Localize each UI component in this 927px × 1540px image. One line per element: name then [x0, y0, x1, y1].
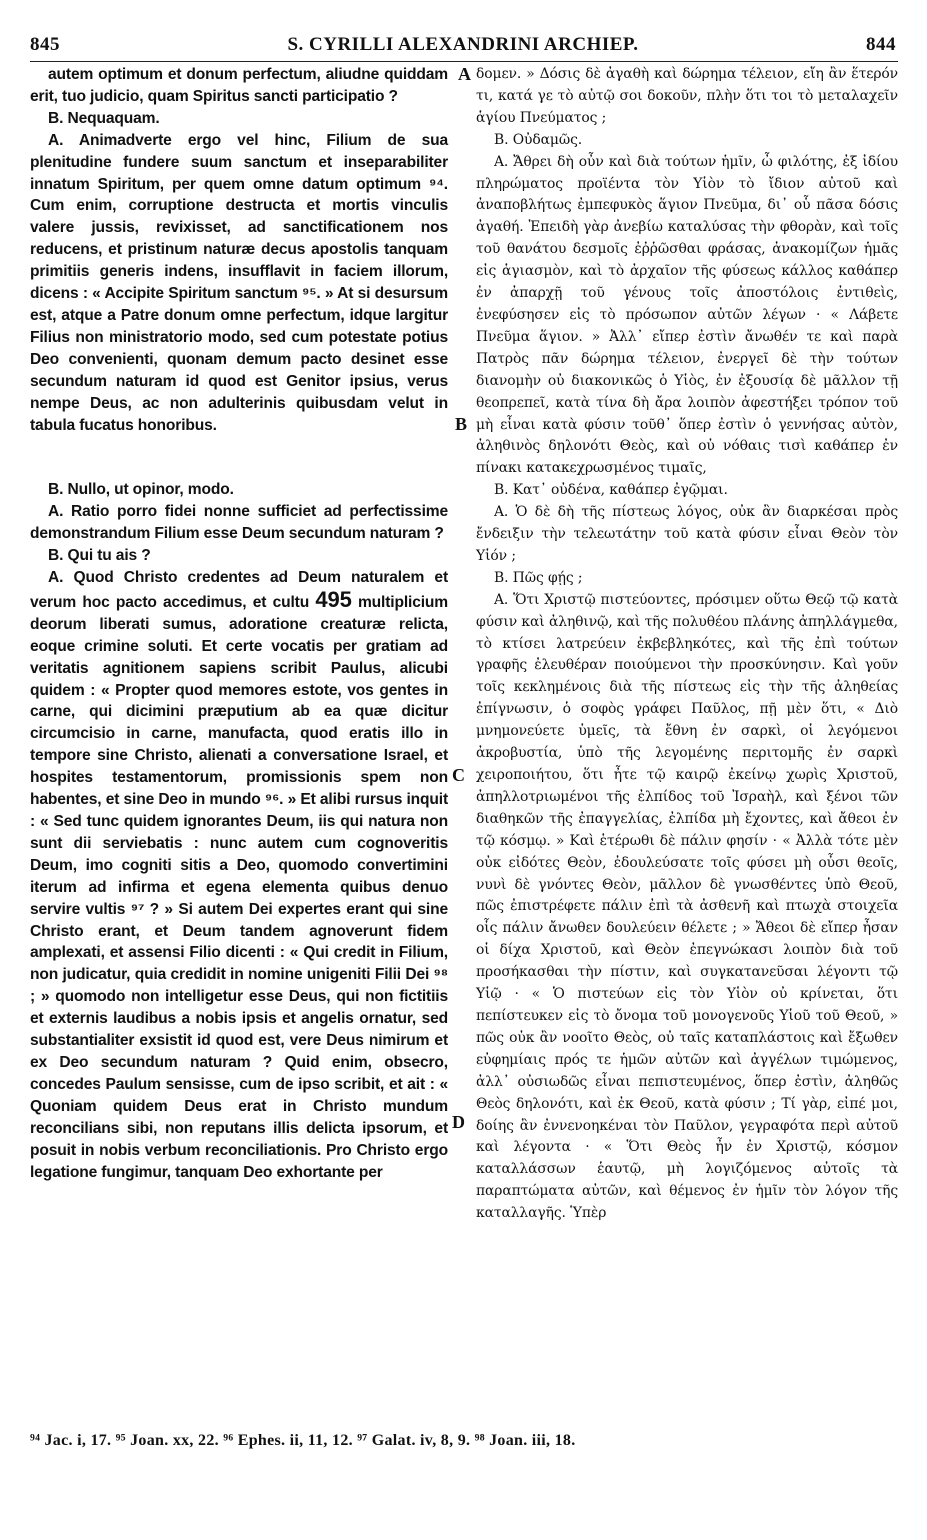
latin-column — [30, 64, 448, 1183]
greek-paragraph: Α. Ὁ δὲ δὴ τῆς πίστεως λόγος, οὐκ ἂν διαρκέσαι πρὸς ἔνδειξιν τὴν τελεωτάτην τοῦ κατὰ φύσιν εἶναι Θεὸν τὸν Υἱόν ; — [476, 504, 898, 564]
latin-paragraph: autem optimum et donum perfectum, aliudne quiddam erit, tuo judicio, quam Spiritus sancti participatio ? — [30, 66, 448, 105]
latin-paragraph: B. Nullo, ut opinor, modo. — [48, 481, 234, 499]
header-rule — [30, 61, 898, 62]
section-marker-a: A — [458, 64, 471, 84]
latin-text: multiplicium deorum liberati sumus, adoratione creaturæ relicta, eoque crimine soluti. Et certe vocatis per gratiam ad veritatis agnitionem sapiens scribit Paulus, alicubi quidem : « Propter quod memores estote, vos gentes in carne, qui dicimini præputium ab ea quæ dicitur circumcisio in carne, manufacta, quod eratis illo in tempore sine Christo, alienati a conversatione Israel, et hospites testamentorum, promissionis spem non habentes, et sine Deo in mundo ⁹⁶. » Et alibi rursus inquit : « Sed tunc quidem ignorantes Deum, iis qui natura non sunt dii serviebatis : nunc autem cum cognoveritis Deum, imo cogniti sitis a Deo, quomodo convertimini iterum ad infirma et egena elementa quibus denuo servire vultis ⁹⁷ ? » Si autem Dei expertes erant qui sine Christo erant, et Deum tandem agnoverunt fidem amplexati, et assensi Filio dicenti : « Qui credit in Filium, non judicatur, quia credidit in nomine unigeniti Filii Dei ⁹⁸ ; » quomodo non intelligetur esse Deus, qui non fictitiis et externis laudibus a nobis ipsis et angelis ornatur, sed substantialiter exsistit id quod est, vere Deus nimirum et ex Deo secundum naturam ? Quid enim, obsecro, concedes Paulum sensisse, cum de ipso scribit, et ait : « Quoniam quidem Deus erat in Christo mundum reconcilians sibi, non reputans illis delicta ipsorum, et posuit in nobis verbum reconciliationis. Pro Christo ergo legatione fungimur, tanquam Deo exhortante per — [30, 593, 449, 1181]
latin-paragraph: A. Ratio porro fidei nonne sufficiet ad perfectissime demonstrandum Filium esse Deum secundum naturam ? — [30, 503, 448, 543]
section-marker-b: B — [455, 414, 468, 434]
latin-paragraph: B. Nequaquam. — [48, 109, 160, 127]
section-marker-c: C — [452, 765, 465, 785]
page-number-right: 844 — [866, 34, 896, 55]
inline-page-number: 495 — [315, 586, 352, 612]
running-header — [30, 34, 896, 60]
latin-text: A. Quod Christo credentes ad Deum naturalem et verum hoc pacto accedimus, et cultu — [30, 569, 448, 611]
latin-paragraph: A. Animadverte ergo vel hinc, Filium de sua plenitudine fundere suum sanctum et inseparabiliter innatum Spiritum, per quem omne datum optimum ⁹⁴. Cum enim, corruptione destructa et mortis vinculis valere jussis, revixisset, ad sanctificationem nos reducens, et pristinum naturæ decus apostolis tanquam primitiis generis indens, insufflavit in faciem illorum, dicens : « Accipite Spiritum sanctum ⁹⁵. » At si desursum est, atque a Patre donum omne perfectum, idque largitur Filius non ministratorio modo, sed cum potestate potius Deo convenienti, quonam demum pacto desinet esse secundum naturam id quod est Genitor ipsius, verus nempe Deus, ac non adulterinis quibusdam velut in tabula fucatus honoribus. — [30, 131, 448, 434]
running-title: S. CYRILLI ALEXANDRINI ARCHIEP. — [287, 34, 639, 55]
greek-paragraph: Α. Ἄθρει δὴ οὖν καὶ διὰ τούτων ἡμῖν, ὦ φιλότης, ἐξ ἰδίου πληρώματος προϊέντα τὸν Υἱὸν τὸ ἴδιον αὐτοῦ καὶ ἀναποβλήτως ἐμπεφυκὸς ἅγιον Πνεῦμα, δι᾽ οὗ πᾶσα δόσις ἀγαθή. Ἐπειδὴ γὰρ ἀνεβίω καταλύσας τὴν φθορὰν, καὶ τοῖς τοῦ θανάτου δεσμοῖς ἐῤῥῶσθαι φράσας, ἀνακομίζων ἡμᾶς εἰς ἁγιασμὸν, καὶ τὸ ἀρχαῖον τῆς φύσεως κάλλος καθάπερ ἐν ἀπαρχῇ τοῦ γένους τοῖς ἀποστόλοις ἐντιθεὶς, ἐνεφύσησεν εἰς τὸ πρόσωπον αὐτῶν λέγων · « Λάβετε Πνεῦμα ἅγιον. » Ἀλλ᾽ εἴπερ ἐστὶν ἄνωθέν τε καὶ παρὰ Πατρὸς πᾶν δώρημα τέλειον, ἐνεργεῖ δὲ τὴν τούτων διανομὴν οὐ διακονικῶς ὁ Υἱὸς, ἐν ἐξουσίᾳ δὲ μᾶλλον τῇ θεοπρεπεῖ, κατὰ τίνα δὴ ἄρα λοιπὸν ἀφεστήξει τρόπον τοῦ μὴ εἶναι κατὰ φύσιν τοῦθ᾽ ὅπερ ἐστὶν ὁ γεννήσας αὐτὸν, ἀληθινὸς δηλονότι Θεὸς, καὶ οὐ νόθαις τισὶ καθάπερ ἐν πίνακι κατακεχρωσμένος τιμαῖς, — [476, 153, 898, 477]
greek-paragraph: δομεν. » Δόσις δὲ ἀγαθὴ καὶ δώρημα τέλειον, εἴη ἂν ἕτερόν τι, κατά γε τὸ αὐτῷ σοι δοκοῦν, πλὴν ὅτι τοι τὸ μεταλαχεῖν ἁγίου Πνεύματος ; — [476, 66, 898, 126]
greek-column — [476, 64, 898, 1225]
greek-paragraph: Α. Ὅτι Χριστῷ πιστεύοντες, πρόσιμεν οὕτω Θεῷ τῷ κατὰ φύσιν καὶ ἀληθινῷ, καὶ τῆς πολυθέου πλάνης ἀπηλλάγμεθα, τὸ κτίσει λατρεύειν ἐκβεβληκότες, καὶ τῆς ἐπὶ τούτων γραφῆς ἐλευθέραν ποιούμενοι τὴν προσκύνησιν. Καὶ γοῦν τοῖς κεκλημένοις διὰ τῆς πίστεως εἰς τὴν τῆς ἀληθείας ἐπίγνωσιν, ὁ σοφὸς γράφει Παῦλος, πῇ μὲν ὅτι, « Διὸ μνημονεύετε ὑμεῖς, τὰ ἔθνη ἐν σαρκὶ, οἱ λεγόμενοι ἀκροβυστία, ὑπὸ τῆς λεγομένης περιτομῆς ἐν σαρκὶ χειροποιήτου, ὅτι ἦτε τῷ καιρῷ ἐκείνῳ χωρὶς Χριστοῦ, ἀπηλλοτριωμένοι τῆς ἐλπίδος τοῦ Ἰσραὴλ, καὶ ξένοι τῶν διαθηκῶν τῆς ἐπαγγελίας, ἐλπίδα μὴ ἔχοντες, καὶ ἄθεοι ἐν τῷ κόσμῳ. » Καὶ ἑτέρωθι δὲ πάλιν φησίν · « Ἀλλὰ τότε μὲν οὐκ εἰδότες Θεὸν, ἐδουλεύσατε τοῖς φύσει μὴ οὖσι θεοῖς, νυνὶ δὲ γνόντες Θεὸν, μᾶλλον δὲ γνωσθέντες ὑπὸ Θεοῦ, πῶς ἐπιστρέφετε πάλιν ἐπὶ τὰ ἀσθενῆ καὶ πτωχὰ στοιχεῖα οἷς πάλιν ἄνωθεν δουλεύειν θέλετε ; » Ἄθεοι δὲ εἴπερ ἦσαν οἱ δίχα Χριστοῦ, καὶ Θεὸν ἐπεγνώκασι λοιπὸν διὰ τοῦ προσήκασθαι τὴν πίστιν, καὶ συγκατανεῦσαι λέγοντι τῷ Υἱῷ · « Ὁ πιστεύων εἰς τὸν Υἱὸν οὐ κρίνεται, ὅτι πεπίστευκεν εἰς τὸ ὄνομα τοῦ μονογενοῦς Υἱοῦ τοῦ Θεοῦ, » πῶς οὐκ ἂν νοοῖτο Θεὸς, οὐ ταῖς καταπλάστοις καὶ ἔξωθεν εὐφημίαις πρός τε ἡμῶν αὐτῶν καὶ ἀγγέλων τιμώμενος, ἀλλ᾽ οὐσιωδῶς εἶναι πεπιστευμένος, ὅπερ ἐστὶν, ἀληθῶς Θεὸς δηλονότι, καὶ ἐκ Θεοῦ, κατὰ φύσιν ; Τί γὰρ, εἰπέ μοι, δοίης ἂν ἐννενοηκέναι τὸν Παῦλον, γεγραφότα περὶ αὐτοῦ καὶ λέγοντα · « Ὅτι Θεὸς ἦν ἐν Χριστῷ, κόσμον καταλλάσσων ἑαυτῷ, μὴ λογιζόμενος αὐτοῖς τὰ παραπτώματα αὐτῶν, καὶ θέμενος ἐν ἡμῖν τὸν λόγον τῆς καταλλαγῆς. Ὑπὲρ — [476, 591, 898, 1222]
page-number-left: 845 — [30, 34, 60, 55]
latin-paragraph: B. Qui tu ais ? — [48, 547, 151, 565]
column-gap — [30, 436, 448, 479]
footnotes: ⁹⁴ Jac. i, 17. ⁹⁵ Joan. xx, 22. ⁹⁶ Ephes. ii, 11, 12. ⁹⁷ Galat. iv, 8, 9. ⁹⁸ Joan. iii, 18. — [30, 1432, 576, 1449]
greek-paragraph: Β. Πῶς φῄς ; — [494, 569, 583, 586]
latin-paragraph — [30, 567, 448, 1183]
greek-paragraph: Β. Κατ᾽ οὐδένα, καθάπερ ἐγῷμαι. — [494, 482, 728, 499]
section-marker-d: D — [452, 1112, 465, 1132]
greek-paragraph: Β. Οὐδαμῶς. — [494, 131, 583, 148]
